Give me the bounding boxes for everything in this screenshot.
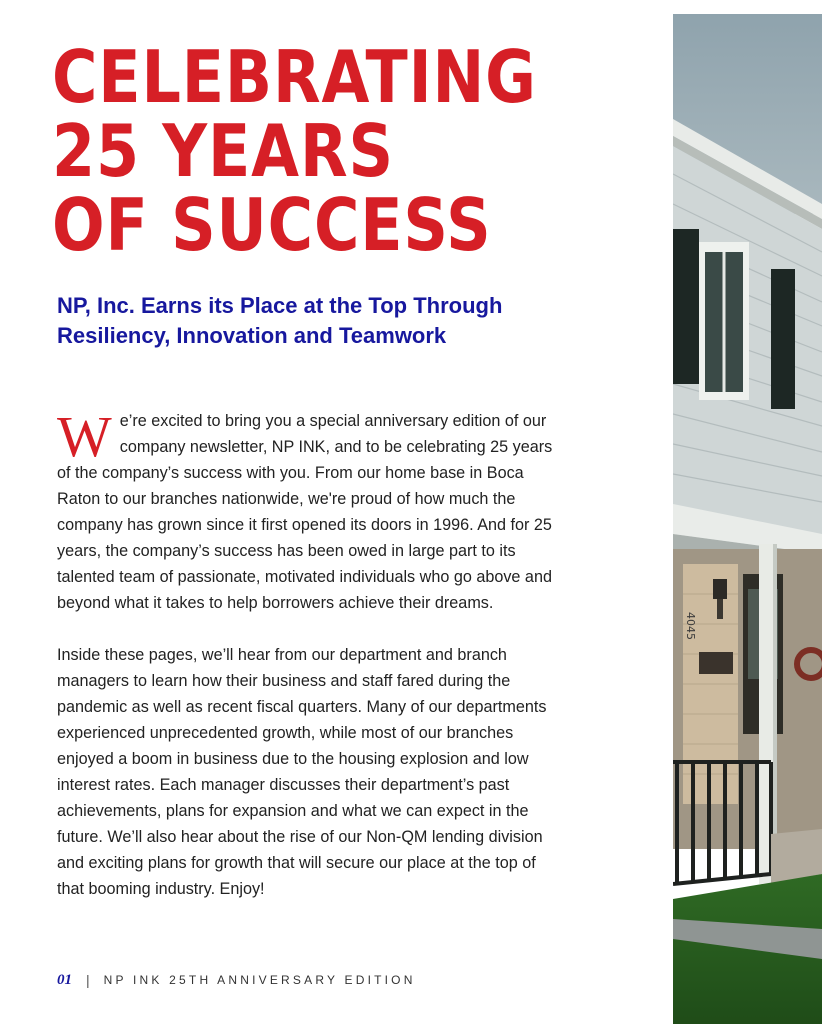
- drop-cap: W: [57, 404, 112, 469]
- edition-label: NP INK 25TH ANNIVERSARY EDITION: [103, 973, 416, 987]
- house-number: 4045: [684, 612, 697, 640]
- headline-line-3: OF SUCCESS: [52, 183, 492, 267]
- page-headline: [52, 35, 568, 267]
- house-photo: [673, 14, 822, 1024]
- footer-separator: |: [86, 972, 90, 988]
- house-illustration: [673, 14, 822, 1024]
- headline-line-1: CELEBRATING: [52, 35, 537, 119]
- page-number: 01: [57, 971, 72, 988]
- headline-line-2: 25 YEARS: [52, 109, 394, 193]
- subheadline: NP, Inc. Earns its Place at the Top Through Resiliency, Innovation and Teamwork: [57, 293, 503, 348]
- article-body: [57, 404, 562, 902]
- paragraph-1-text: e’re excited to bring you a special anniversary edition of our company newsletter, NP INK, and to be celebrating 25 years of the company’s success with you. From our home base in Boca Raton to our branches nationwide, we're proud of how much the company has grown since it first opened its doors in 1996. And for 25 years, the company’s success has been owed in large part to its talented team of passionate, motivated individuals who go above and beyond what it takes to help borrowers achieve their dreams.: [57, 412, 553, 612]
- paragraph-2: Inside these pages, we’ll hear from our department and branch managers to learn how their business and staff fared during the pandemic as well as recent fiscal quarters. Many of our departments experienced unprecedented growth, while most of our branches enjoyed a boom in business due to the housing explosion and low interest rates. Each manager discusses their department’s past achievements, plans for expansion and what we can expect in the future. We’ll also hear about the rise of our Non-QM lending division and exciting plans for growth that will secure our place at the top of that booming industry. Enjoy!: [57, 646, 547, 898]
- page-footer: [57, 970, 416, 990]
- paragraph-intro: [57, 404, 562, 616]
